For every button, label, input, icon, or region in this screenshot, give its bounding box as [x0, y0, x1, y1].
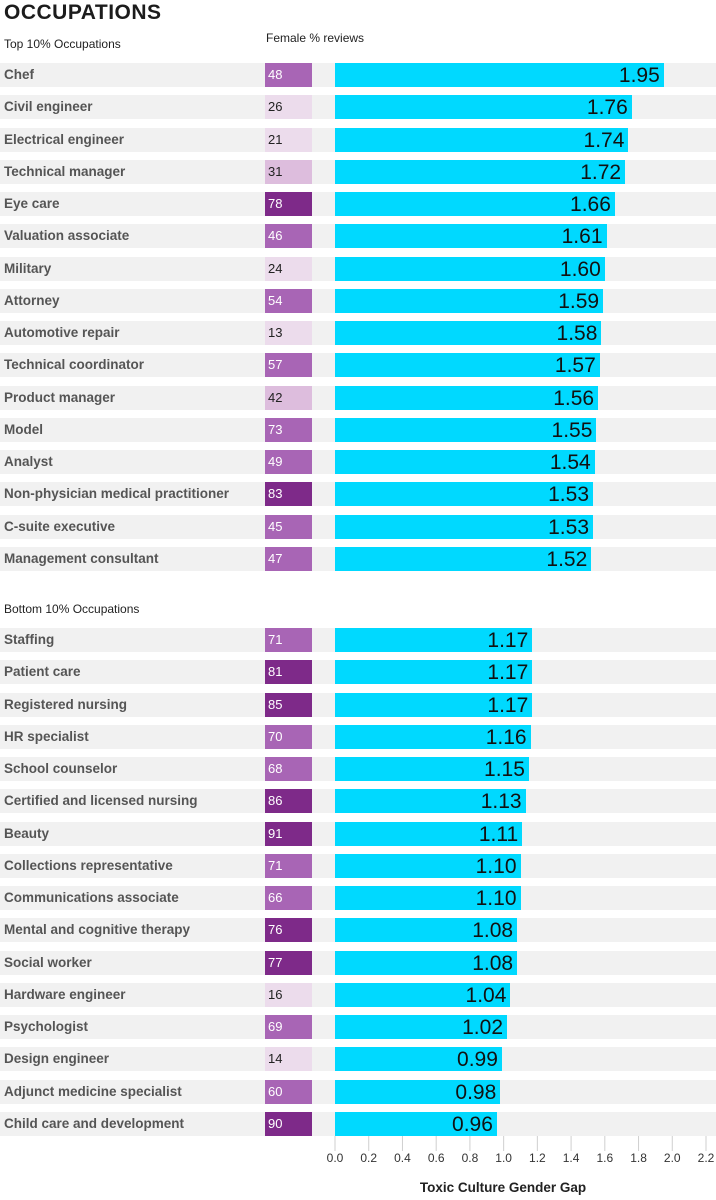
table-row	[0, 450, 716, 474]
female-pct-cell: 76	[265, 918, 312, 942]
table-row	[0, 1047, 716, 1071]
occupation-label: Social worker	[4, 954, 92, 970]
table-row	[0, 386, 716, 410]
occupation-label: Patient care	[4, 664, 81, 680]
table-row	[0, 757, 716, 781]
table-row	[0, 418, 716, 442]
bar-value-label: 1.59	[558, 289, 600, 313]
x-axis	[0, 1136, 716, 1176]
x-tick-label: 2.0	[663, 1151, 681, 1165]
table-row	[0, 224, 716, 248]
x-tick-label: 1.6	[596, 1151, 614, 1165]
female-pct-cell: 54	[265, 289, 312, 313]
female-pct-cell: 90	[265, 1112, 312, 1136]
bar-value-label: 1.04	[465, 983, 507, 1007]
female-pct-cell: 48	[265, 63, 312, 87]
occupation-label: Communications associate	[4, 890, 179, 905]
table-row	[0, 789, 716, 813]
bar-value-label: 1.58	[556, 322, 598, 345]
female-pct-cell: 70	[265, 725, 312, 749]
bar-value-label: 1.53	[548, 515, 589, 539]
female-pct-cell: 77	[265, 951, 312, 975]
female-pct-cell: 46	[265, 224, 312, 248]
bar-value-label: 1.76	[586, 96, 628, 120]
x-tick-label: 0.2	[360, 1151, 378, 1165]
table-row	[0, 192, 716, 216]
bar-value-label: 1.17	[487, 629, 529, 652]
table-row	[0, 95, 716, 119]
occupation-label: Adjunct medicine specialist	[4, 1083, 182, 1099]
bottom-group-label: Bottom 10% Occupations	[4, 602, 140, 616]
bar-value-label: 1.16	[485, 725, 527, 749]
female-pct-cell: 26	[265, 95, 312, 119]
occupation-label: Mental and cognitive therapy	[4, 922, 191, 938]
occupation-label: Model	[4, 421, 43, 437]
occupation-label: Electrical engineer	[4, 131, 125, 147]
table-row	[0, 951, 716, 975]
female-pct-cell: 47	[265, 547, 312, 571]
female-pct-cell: 31	[265, 160, 312, 184]
table-row	[0, 983, 716, 1007]
female-pct-cell: 13	[265, 321, 312, 345]
bar-value-label: 1.08	[472, 951, 514, 975]
table-row	[0, 725, 716, 749]
bar-value-label: 1.11	[478, 822, 519, 846]
female-pct-cell: 85	[265, 693, 312, 717]
x-tick-label: 2.2	[697, 1151, 715, 1165]
bar-value-label: 1.60	[559, 257, 601, 281]
x-tick-label: 1.0	[495, 1151, 512, 1165]
x-tick-label: 0.0	[326, 1151, 344, 1165]
female-pct-cell: 71	[265, 628, 312, 652]
bar-value-label: 1.53	[548, 483, 589, 507]
table-row	[0, 886, 716, 910]
female-pct-cell: 57	[265, 353, 312, 377]
female-pct-cell: 69	[265, 1015, 312, 1039]
occupation-label: Beauty	[4, 825, 50, 841]
occupation-label: Product manager	[4, 389, 116, 405]
table-row	[0, 854, 716, 878]
female-pct-cell: 68	[265, 757, 312, 781]
x-tick-label: 0.6	[427, 1151, 445, 1165]
female-pct-cell: 91	[265, 822, 312, 846]
female-pct-cell: 86	[265, 789, 312, 813]
occupation-label: Chef	[4, 67, 34, 82]
x-tick-label: 1.2	[529, 1151, 546, 1165]
bar-value-label: 0.99	[457, 1048, 498, 1072]
x-tick-label: 0.4	[394, 1151, 411, 1165]
female-pct-cell: 73	[265, 418, 312, 442]
female-pct-cell: 16	[265, 983, 312, 1007]
female-pct-cell: 60	[265, 1080, 312, 1104]
occupation-label: Technical coordinator	[4, 357, 145, 373]
table-row	[0, 128, 716, 152]
occupation-label: Psychologist	[4, 1019, 89, 1034]
female-pct-cell: 66	[265, 886, 312, 910]
bar-value-label: 1.15	[484, 758, 525, 781]
table-row	[0, 1015, 716, 1039]
female-pct-cell: 24	[265, 257, 312, 281]
table-row	[0, 515, 716, 539]
bar-value-label: 0.98	[455, 1080, 497, 1104]
table-row	[0, 1080, 716, 1104]
occupation-label: Child care and development	[4, 1115, 185, 1131]
bar-value-label: 1.74	[583, 128, 625, 152]
x-tick-label: 0.8	[461, 1151, 479, 1165]
table-row	[0, 693, 716, 717]
bar-value-label: 1.10	[475, 887, 517, 910]
table-row	[0, 353, 716, 377]
occupation-label: School counselor	[4, 761, 118, 776]
occupation-label: Management consultant	[4, 550, 159, 566]
table-row	[0, 289, 716, 313]
bar-value-label: 1.66	[570, 193, 611, 216]
top-group-label: Top 10% Occupations	[4, 37, 121, 51]
x-tick-label: 1.8	[630, 1151, 647, 1165]
occupation-label: C-suite executive	[4, 518, 116, 534]
x-axis-title: Toxic Culture Gender Gap	[419, 1180, 587, 1195]
occupation-label: Certified and licensed nursing	[4, 793, 198, 809]
occupation-label: Attorney	[4, 292, 60, 308]
occupation-label: Technical manager	[4, 163, 126, 179]
female-pct-cell: 83	[265, 482, 312, 506]
occupation-label: Eye care	[4, 196, 60, 211]
bar-value-label: 1.08	[472, 919, 514, 943]
bar-value-label: 1.54	[549, 451, 591, 474]
table-row	[0, 660, 716, 684]
table-row	[0, 628, 716, 652]
occupation-label: Design engineer	[4, 1051, 110, 1067]
female-pct-cell: 21	[265, 128, 312, 152]
table-row	[0, 321, 716, 345]
female-pct-cell: 81	[265, 660, 312, 684]
bar-value-label: 1.56	[553, 386, 595, 410]
female-pct-cell: 14	[265, 1047, 312, 1071]
table-row	[0, 918, 716, 942]
bar-value-label: 1.13	[480, 790, 522, 814]
bar-value-label: 1.57	[554, 354, 596, 378]
bar-value-label: 1.61	[561, 225, 603, 249]
occupation-label: Analyst	[4, 454, 53, 469]
bar-value-label: 1.10	[475, 854, 517, 878]
occupation-label: Staffing	[4, 632, 55, 647]
occupation-label: Registered nursing	[4, 696, 128, 712]
female-pct-column-header: Female % reviews	[266, 31, 365, 45]
table-row	[0, 257, 716, 281]
occupation-label: Automotive repair	[4, 325, 120, 340]
table-row	[0, 160, 716, 184]
bar-value-label: 1.72	[580, 160, 622, 184]
x-tick-label: 1.4	[562, 1151, 580, 1165]
bar-value-label: 1.17	[487, 661, 529, 685]
female-pct-cell: 45	[265, 515, 312, 539]
table-row	[0, 482, 716, 506]
occupation-label: HR specialist	[4, 728, 89, 744]
occupation-label: Non-physician medical practitioner	[4, 486, 230, 502]
occupation-label: Military	[4, 260, 52, 276]
bar-value-label: 1.52	[546, 547, 588, 571]
bar-value-label: 1.95	[618, 64, 660, 87]
bar-value-label: 1.02	[462, 1016, 503, 1039]
occupation-label: Valuation associate	[4, 228, 130, 244]
table-row	[0, 63, 716, 87]
occupation-label: Hardware engineer	[4, 986, 126, 1002]
table-row	[0, 822, 716, 846]
bar-value-label: 0.96	[452, 1112, 493, 1136]
female-pct-cell: 78	[265, 192, 312, 216]
female-pct-cell: 49	[265, 450, 312, 474]
table-row	[0, 547, 716, 571]
bar-value-label: 1.55	[551, 418, 593, 442]
female-pct-cell: 42	[265, 386, 312, 410]
occupation-label: Collections representative	[4, 857, 173, 873]
table-row	[0, 1112, 716, 1136]
female-pct-cell: 71	[265, 854, 312, 878]
chart-title: OCCUPATIONS	[4, 1, 162, 24]
occupation-label: Civil engineer	[4, 99, 93, 115]
bar-value-label: 1.17	[487, 693, 529, 717]
